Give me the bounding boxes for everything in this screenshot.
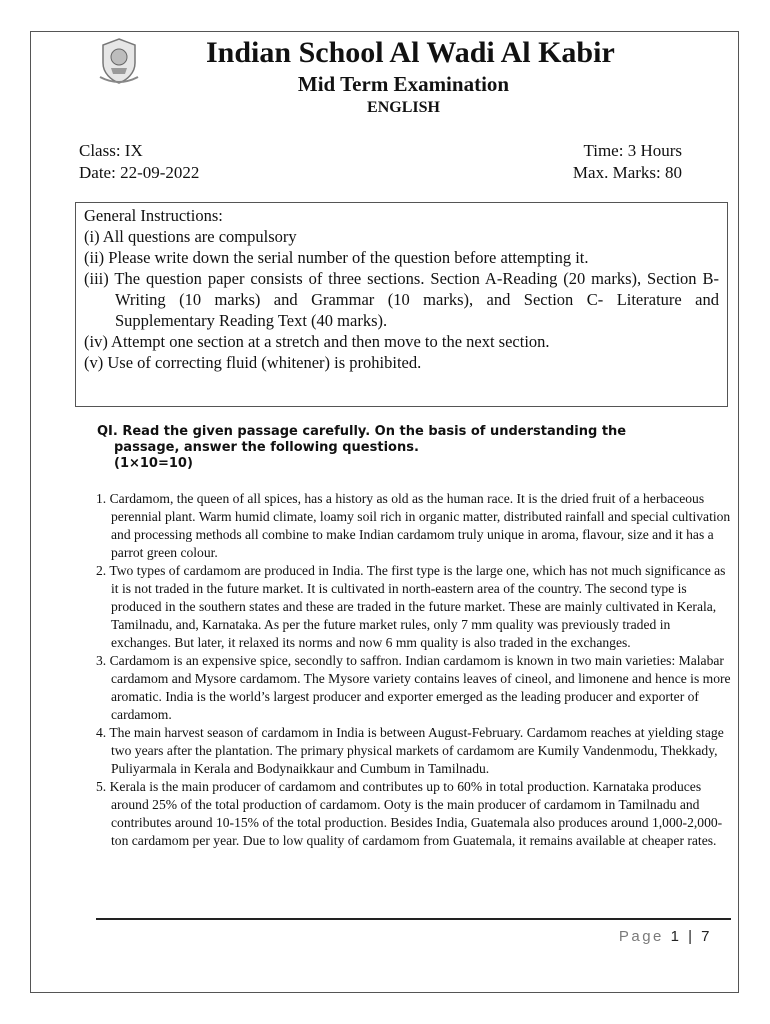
total-pages: 7 [701, 928, 712, 945]
instructions-title: General Instructions: [84, 206, 223, 225]
page-separator: | [688, 928, 695, 945]
meta-right [573, 140, 682, 184]
question-heading [97, 424, 677, 472]
passage-paragraph: 3. Cardamom is an expensive spice, secondly to saffron. Indian cardamom is known in two main varieties: Malabar cardamom and Mysore cardamom. The Mysore variety contains leaves of cineol, and limonene and hence is more aromatic. India is the world’s largest producer and exporter emerged as the leading producer and exporter of cardamom. [96, 653, 731, 722]
instruction-item: (i) All questions are compulsory [84, 227, 297, 246]
reading-passage [96, 490, 733, 850]
subject-title: ENGLISH [367, 99, 440, 116]
instruction-item: (iii) The question paper consists of three sections. Section A-Reading (20 marks), Section B-Writing (10 marks) and Grammar (10 marks), and Section C- Literature and Supplementary Reading Text (40 marks). [84, 269, 719, 330]
page-number: 1 [670, 928, 682, 945]
date-label: Date: 22-09-2022 [79, 163, 200, 182]
footer-divider [96, 918, 731, 920]
instruction-item: (ii) Please write down the serial number of the question before attempting it. [84, 248, 589, 267]
passage-paragraph: 2. Two types of cardamom are produced in India. The first type is the large one, which has not much significance as it is not traded in the future market. It is cultivated in north-eastern area of the country. The second type is produced in the southern states and these are traded in the future market. These are mainly cultivated in Kerala, Tamilnadu, and, Karnataka. As per the future market rules, only 7 mm quality was previously traded in exchanges. But later, it relaxed its norms and now 6 mm quality is also traded in the exchanges. [96, 563, 726, 650]
instruction-item: (v) Use of correcting fluid (whitener) is prohibited. [84, 353, 422, 372]
meta-left [79, 140, 199, 184]
question-marks: (1×10=10) [114, 456, 193, 471]
instruction-item: (iv) Attempt one section at a stretch and then move to the next section. [84, 332, 550, 351]
time-label: Time: 3 Hours [583, 141, 682, 160]
exam-title: Mid Term Examination [297, 72, 510, 96]
page-label: Page [618, 928, 664, 945]
class-label: Class: IX [79, 141, 143, 160]
question-text: QI. Read the given passage carefully. On the basis of understanding the passage, answer the following questions. [97, 424, 627, 455]
exam-page [30, 31, 739, 993]
general-instructions-box [75, 202, 728, 407]
school-name: Indian School Al Wadi Al Kabir [206, 36, 615, 69]
max-marks-label: Max. Marks: 80 [572, 163, 682, 182]
page-footer [619, 928, 712, 945]
passage-paragraph: 5. Kerala is the main producer of cardamom and contributes up to 60% in total production. Karnataka produces around 25% of the total production of cardamom. Ooty is the main producer of cardamom in Tamilnadu and contributes around 10-15% of the total production. Besides India, Guatemala also produces around 1,000-2,000-ton cardamom per year. Due to low quality of cardamom from Guatemala, it remains available at cheaper rates. [96, 779, 723, 848]
passage-paragraph: 1. Cardamom, the queen of all spices, has a history as old as the human race. It is the dried fruit of a herbaceous perennial plant. Warm humid climate, loamy soil rich in organic matter, distributed rainfall and special cultivation and processing methods all combine to make Indian cardamom truly unique in aroma, flavour, size and it has a parrot green colour. [96, 491, 731, 560]
passage-paragraph: 4. The main harvest season of cardamom in India is between August-February. Cardamom reaches at yielding stage two years after the plantation. The primary physical markets of cardamom are Kumily Vandenmodu, Thekkady, Puliyarmala in Kerala and Bodynaikkaur and Cumbum in Tamilnadu. [96, 725, 724, 776]
